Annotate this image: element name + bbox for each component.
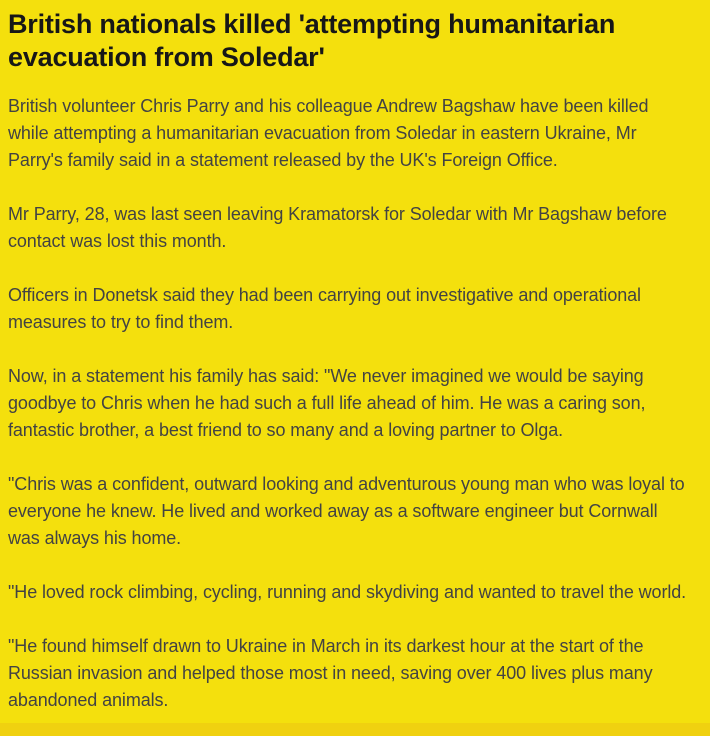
article-paragraph: Officers in Donetsk said they had been carrying out investigative and operational measures to try to find them. [8,285,641,332]
article-body [8,93,688,714]
article-headline: British nationals killed 'attempting humanitarian evacuation from Soledar' [8,9,616,72]
article-paragraph: "He found himself drawn to Ukraine in March in its darkest hour at the start of the Russian invasion and helped those most in need, saving over 400 lives plus many abandoned animals. [8,636,653,710]
article-paragraph: "Chris was a confident, outward looking and adventurous young man who was loyal to everyone he knew. He lived and worked away as a software engineer but Cornwall was always his home. [8,474,685,548]
article-paragraph: "He loved rock climbing, cycling, running and skydiving and wanted to travel the world. [8,582,687,602]
article-paragraph: British volunteer Chris Parry and his colleague Andrew Bagshaw have been killed while attempting a humanitarian evacuation from Soledar in eastern Ukraine, Mr Parry's family said in a statement released by the UK's Foreign Office. [8,96,649,170]
article-paragraph: Now, in a statement his family has said: "We never imagined we would be saying goodbye to Chris when he had such a full life ahead of him. He was a caring son, fantastic brother, a best friend to so many and a loving partner to Olga. [8,366,646,440]
article-paragraph: Mr Parry, 28, was last seen leaving Kramatorsk for Soledar with Mr Bagshaw before contact was lost this month. [8,204,667,251]
page-bottom-strip [0,723,710,736]
